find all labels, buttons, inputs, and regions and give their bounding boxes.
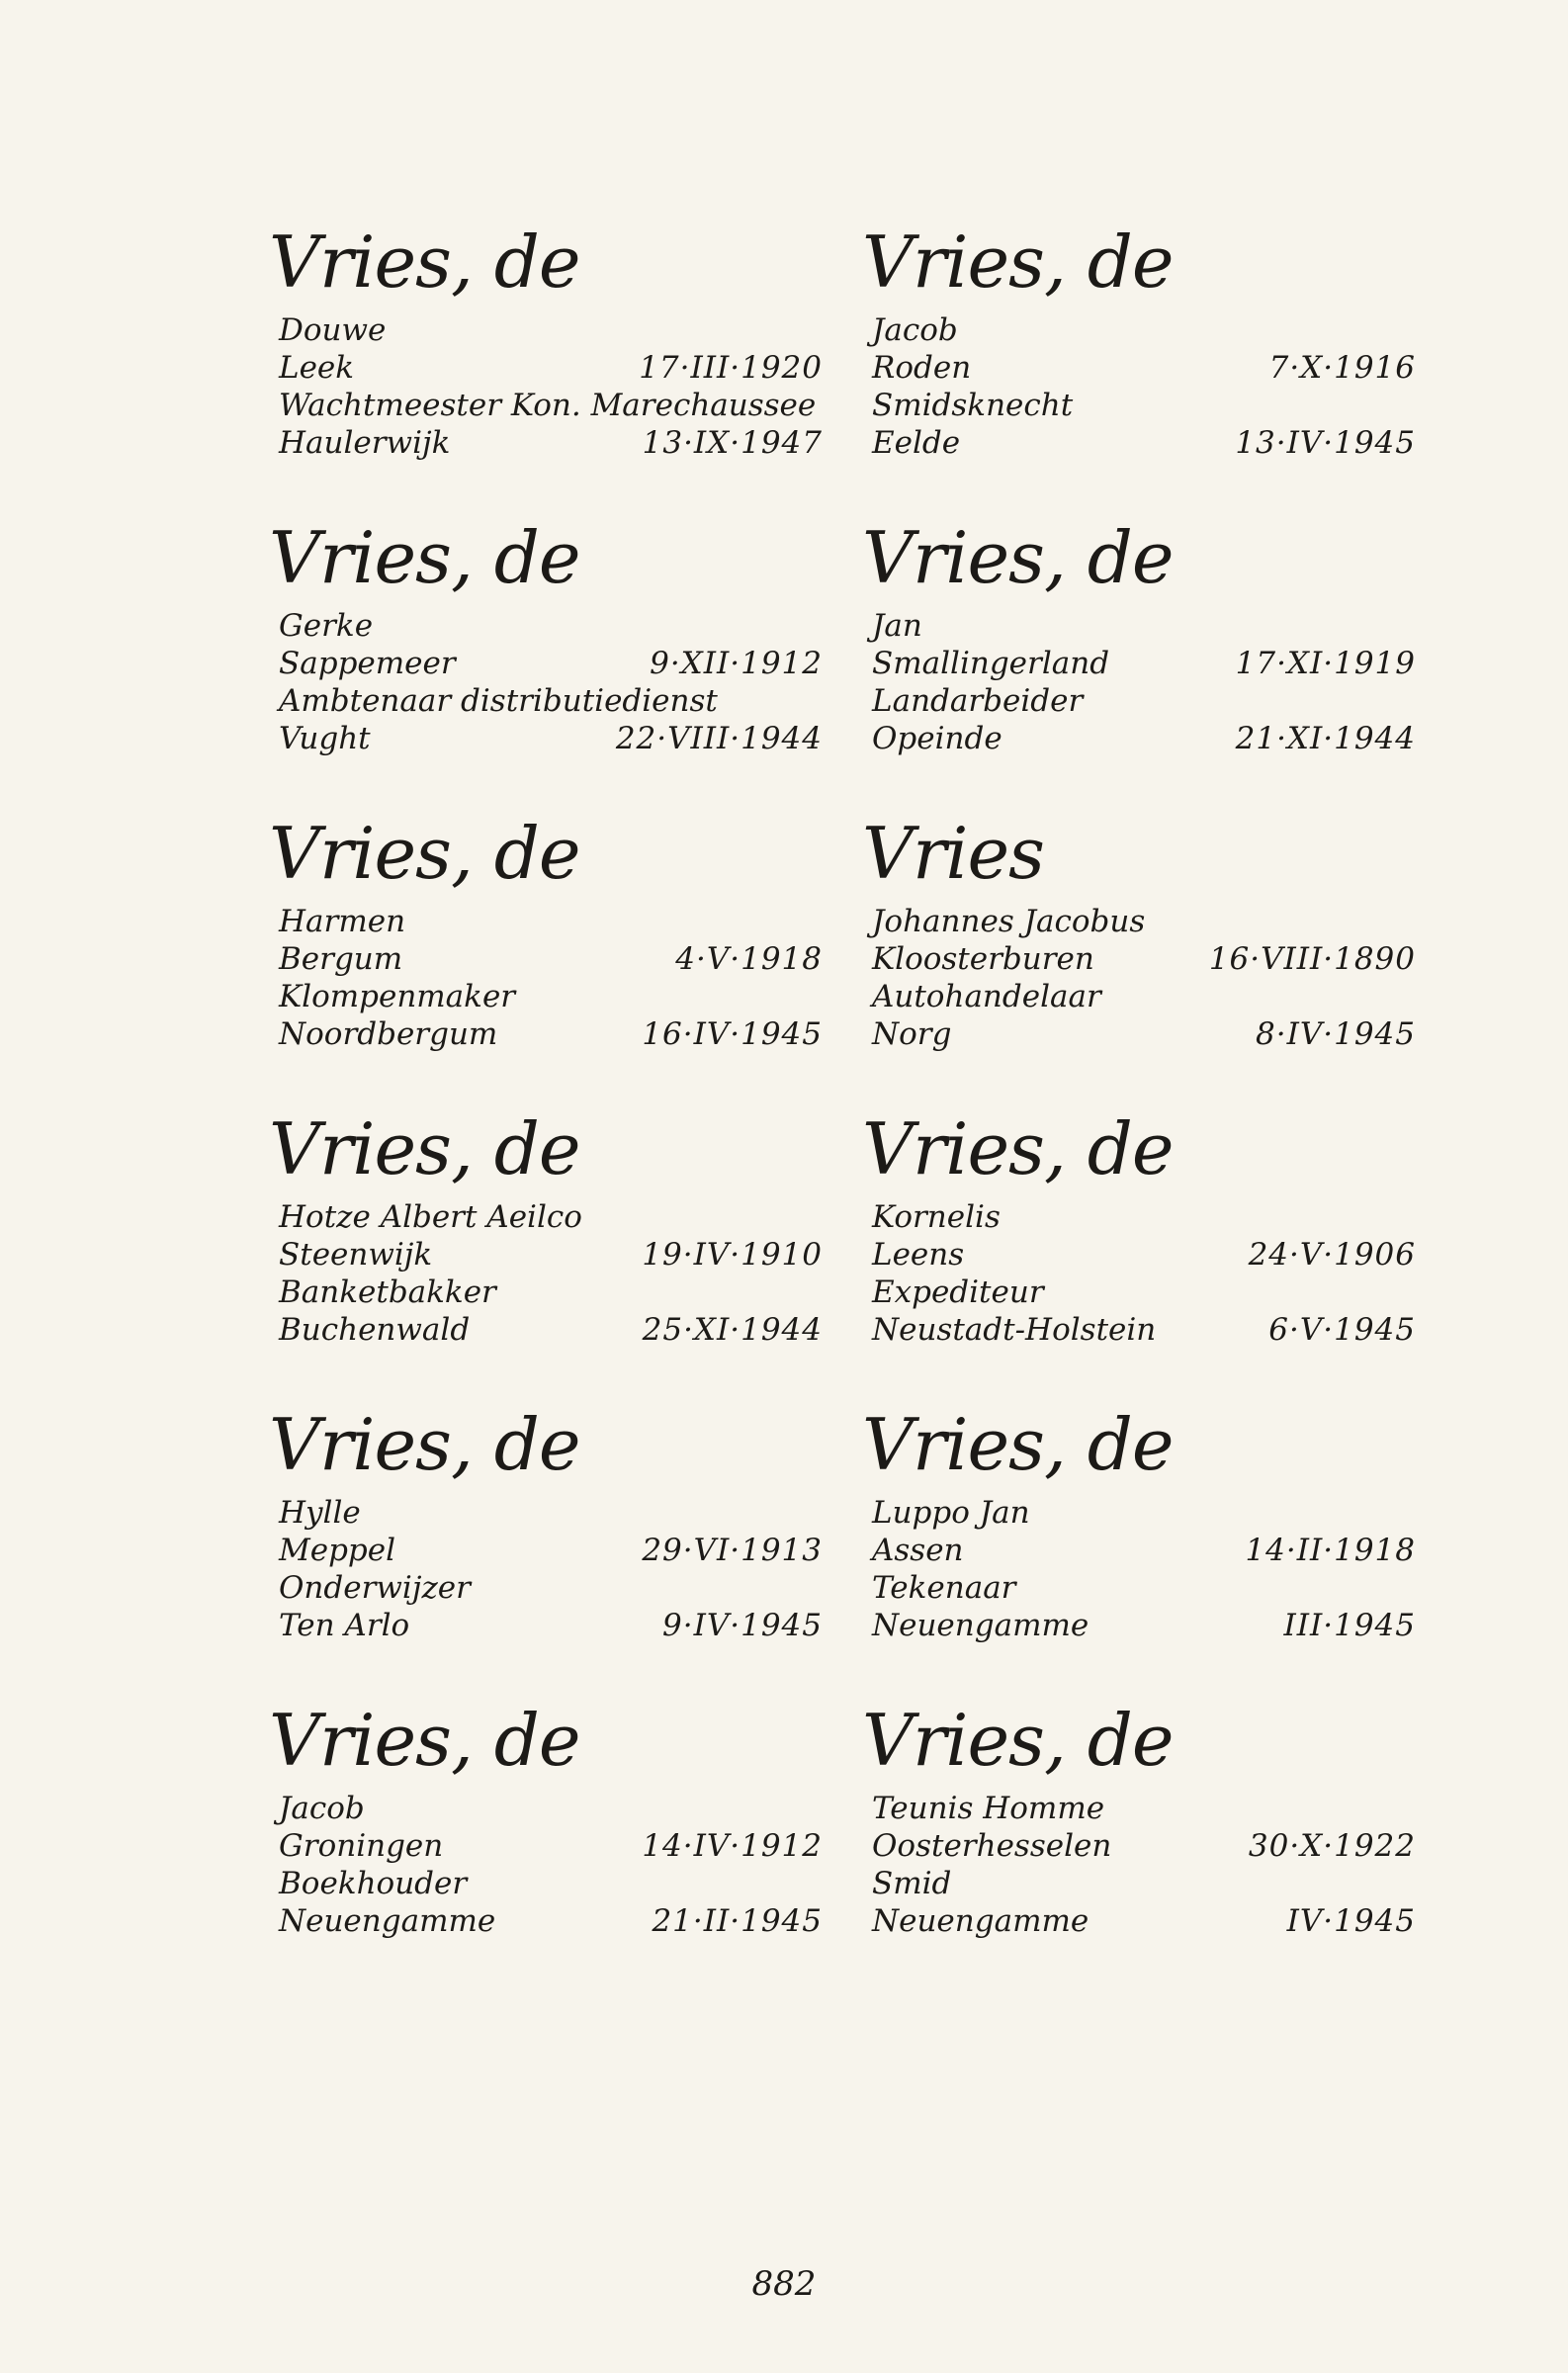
birthdate: 14·IV·1912 <box>642 1828 823 1864</box>
occupation-line <box>279 1274 823 1311</box>
birthplace: Meppel <box>279 1533 396 1568</box>
birthdate: 7·X·1916 <box>1268 350 1416 386</box>
deathplace: Opeinde <box>872 721 1002 756</box>
given-name-line <box>279 1494 823 1532</box>
occupation-line <box>279 1865 823 1902</box>
death-line <box>872 1607 1416 1644</box>
deathplace: Haulerwijk <box>279 425 451 461</box>
birthplace: Sappemeer <box>279 646 456 681</box>
birthplace: Leens <box>872 1237 965 1273</box>
occupation-line <box>872 1569 1416 1607</box>
occupation-line <box>872 1865 1416 1902</box>
deathplace: Norg <box>872 1016 952 1052</box>
occupation-line <box>279 387 823 424</box>
birth-line <box>279 1532 823 1569</box>
entry-left-1 <box>269 222 823 519</box>
given-name: Kornelis <box>872 1199 1001 1235</box>
occupation: Banketbakker <box>279 1274 496 1310</box>
birthplace: Roden <box>872 350 972 386</box>
birthdate: 4·V·1918 <box>675 941 823 977</box>
surname: Vries, de <box>862 220 1174 304</box>
birth-line <box>872 1532 1416 1569</box>
birthdate: 16·VIII·1890 <box>1208 941 1416 977</box>
birth-line <box>279 349 823 387</box>
birthdate: 24·V·1906 <box>1248 1237 1416 1273</box>
occupation: Ambtenaar distributiedienst <box>279 683 718 719</box>
death-line <box>872 424 1416 462</box>
death-line <box>279 1902 823 1940</box>
occupation: Klompenmaker <box>279 979 516 1014</box>
birth-line <box>872 940 1416 978</box>
given-name: Douwe <box>279 312 387 348</box>
birthdate: 17·XI·1919 <box>1235 646 1416 681</box>
surname: Vries, de <box>269 812 580 895</box>
birthdate: 17·III·1920 <box>639 350 823 386</box>
birthplace: Leek <box>279 350 355 386</box>
deathdate: 21·XI·1944 <box>1235 721 1416 756</box>
death-line <box>279 720 823 757</box>
death-line <box>872 1015 1416 1053</box>
given-name: Johannes Jacobus <box>872 904 1146 939</box>
page-number: 882 <box>751 2264 817 2304</box>
birthdate: 30·X·1922 <box>1248 1828 1416 1864</box>
occupation-line <box>872 1274 1416 1311</box>
entry-right-3 <box>862 814 1416 1110</box>
entry-right-1 <box>862 222 1416 519</box>
deathplace: Buchenwald <box>279 1312 471 1348</box>
entry-right-6 <box>862 1701 1416 1997</box>
given-name: Hylle <box>279 1495 361 1531</box>
birthplace: Steenwijk <box>279 1237 433 1273</box>
surname: Vries, de <box>862 516 1174 599</box>
death-line <box>872 1902 1416 1940</box>
birthplace: Oosterhesselen <box>872 1828 1112 1864</box>
given-name: Teunis Homme <box>872 1791 1105 1826</box>
surname: Vries, de <box>269 220 580 304</box>
surname: Vries, de <box>269 1107 580 1190</box>
given-name-line <box>872 1198 1416 1236</box>
birthplace: Kloosterburen <box>872 941 1094 977</box>
entry-right-2 <box>862 518 1416 815</box>
given-name: Gerke <box>279 608 374 644</box>
birth-line <box>279 940 823 978</box>
given-name: Luppo Jan <box>872 1495 1030 1531</box>
deathdate: 21·II·1945 <box>652 1903 823 1939</box>
occupation: Wachtmeester Kon. Marechaussee <box>279 388 817 423</box>
death-line <box>279 1607 823 1644</box>
deathplace: Noordbergum <box>279 1016 498 1052</box>
surname: Vries, de <box>269 516 580 599</box>
deathplace: Neustadt-Holstein <box>872 1312 1157 1348</box>
deathdate: 13·IX·1947 <box>642 425 823 461</box>
given-name-line <box>279 607 823 645</box>
entry-left-6 <box>269 1701 823 1997</box>
given-name-line <box>279 1198 823 1236</box>
entry-right-4 <box>862 1109 1416 1406</box>
occupation: Smid <box>872 1866 952 1901</box>
occupation: Tekenaar <box>872 1570 1016 1606</box>
deathdate: 8·IV·1945 <box>1256 1016 1416 1052</box>
surname: Vries <box>862 812 1044 895</box>
occupation-line <box>872 387 1416 424</box>
occupation: Expediteur <box>872 1274 1044 1310</box>
entry-right-5 <box>862 1405 1416 1702</box>
death-line <box>279 1015 823 1053</box>
occupation: Boekhouder <box>279 1866 468 1901</box>
occupation: Landarbeider <box>872 683 1084 719</box>
surname: Vries, de <box>862 1403 1174 1486</box>
given-name-line <box>279 1790 823 1827</box>
deathdate: IV·1945 <box>1286 1903 1416 1939</box>
occupation: Autohandelaar <box>872 979 1101 1014</box>
birthdate: 19·IV·1910 <box>642 1237 823 1273</box>
given-name-line <box>872 903 1416 940</box>
birthdate: 14·II·1918 <box>1245 1533 1416 1568</box>
given-name-line <box>872 311 1416 349</box>
occupation: Onderwijzer <box>279 1570 471 1606</box>
birth-line <box>279 645 823 682</box>
occupation-line <box>872 978 1416 1015</box>
surname: Vries, de <box>269 1403 580 1486</box>
birthplace: Groningen <box>279 1828 444 1864</box>
surname: Vries, de <box>862 1699 1174 1782</box>
deathplace: Ten Arlo <box>279 1608 410 1643</box>
birth-line <box>279 1236 823 1274</box>
deathdate: 6·V·1945 <box>1268 1312 1416 1348</box>
occupation-line <box>279 682 823 720</box>
birthdate: 29·VI·1913 <box>642 1533 823 1568</box>
death-line <box>872 720 1416 757</box>
birthplace: Smallingerland <box>872 646 1110 681</box>
birthdate: 9·XII·1912 <box>650 646 823 681</box>
birth-line <box>279 1827 823 1865</box>
surname: Vries, de <box>269 1699 580 1782</box>
given-name-line <box>872 1494 1416 1532</box>
deathdate: III·1945 <box>1283 1608 1416 1643</box>
deathdate: 16·IV·1945 <box>642 1016 823 1052</box>
entry-left-2 <box>269 518 823 815</box>
given-name: Harmen <box>279 904 406 939</box>
given-name-line <box>279 311 823 349</box>
given-name-line <box>872 607 1416 645</box>
deathplace: Neuengamme <box>872 1903 1089 1939</box>
given-name: Jacob <box>872 312 958 348</box>
entry-left-4 <box>269 1109 823 1406</box>
birthplace: Assen <box>872 1533 964 1568</box>
deathplace: Eelde <box>872 425 961 461</box>
deathdate: 22·VIII·1944 <box>615 721 823 756</box>
birth-line <box>872 349 1416 387</box>
given-name: Jan <box>872 608 922 644</box>
birth-line <box>872 1236 1416 1274</box>
occupation-line <box>872 682 1416 720</box>
birth-line <box>872 1827 1416 1865</box>
death-line <box>279 424 823 462</box>
death-line <box>279 1311 823 1349</box>
given-name: Jacob <box>279 1791 365 1826</box>
occupation-line <box>279 978 823 1015</box>
birthplace: Bergum <box>279 941 403 977</box>
death-line <box>872 1311 1416 1349</box>
surname: Vries, de <box>862 1107 1174 1190</box>
given-name-line <box>279 903 823 940</box>
occupation: Smidsknecht <box>872 388 1074 423</box>
deathdate: 9·IV·1945 <box>662 1608 823 1643</box>
deathdate: 25·XI·1944 <box>642 1312 823 1348</box>
given-name: Hotze Albert Aeilco <box>279 1199 582 1235</box>
deathdate: 13·IV·1945 <box>1235 425 1416 461</box>
entry-left-5 <box>269 1405 823 1702</box>
deathplace: Vught <box>279 721 371 756</box>
occupation-line <box>279 1569 823 1607</box>
deathplace: Neuengamme <box>279 1903 496 1939</box>
given-name-line <box>872 1790 1416 1827</box>
birth-line <box>872 645 1416 682</box>
entry-left-3 <box>269 814 823 1110</box>
deathplace: Neuengamme <box>872 1608 1089 1643</box>
